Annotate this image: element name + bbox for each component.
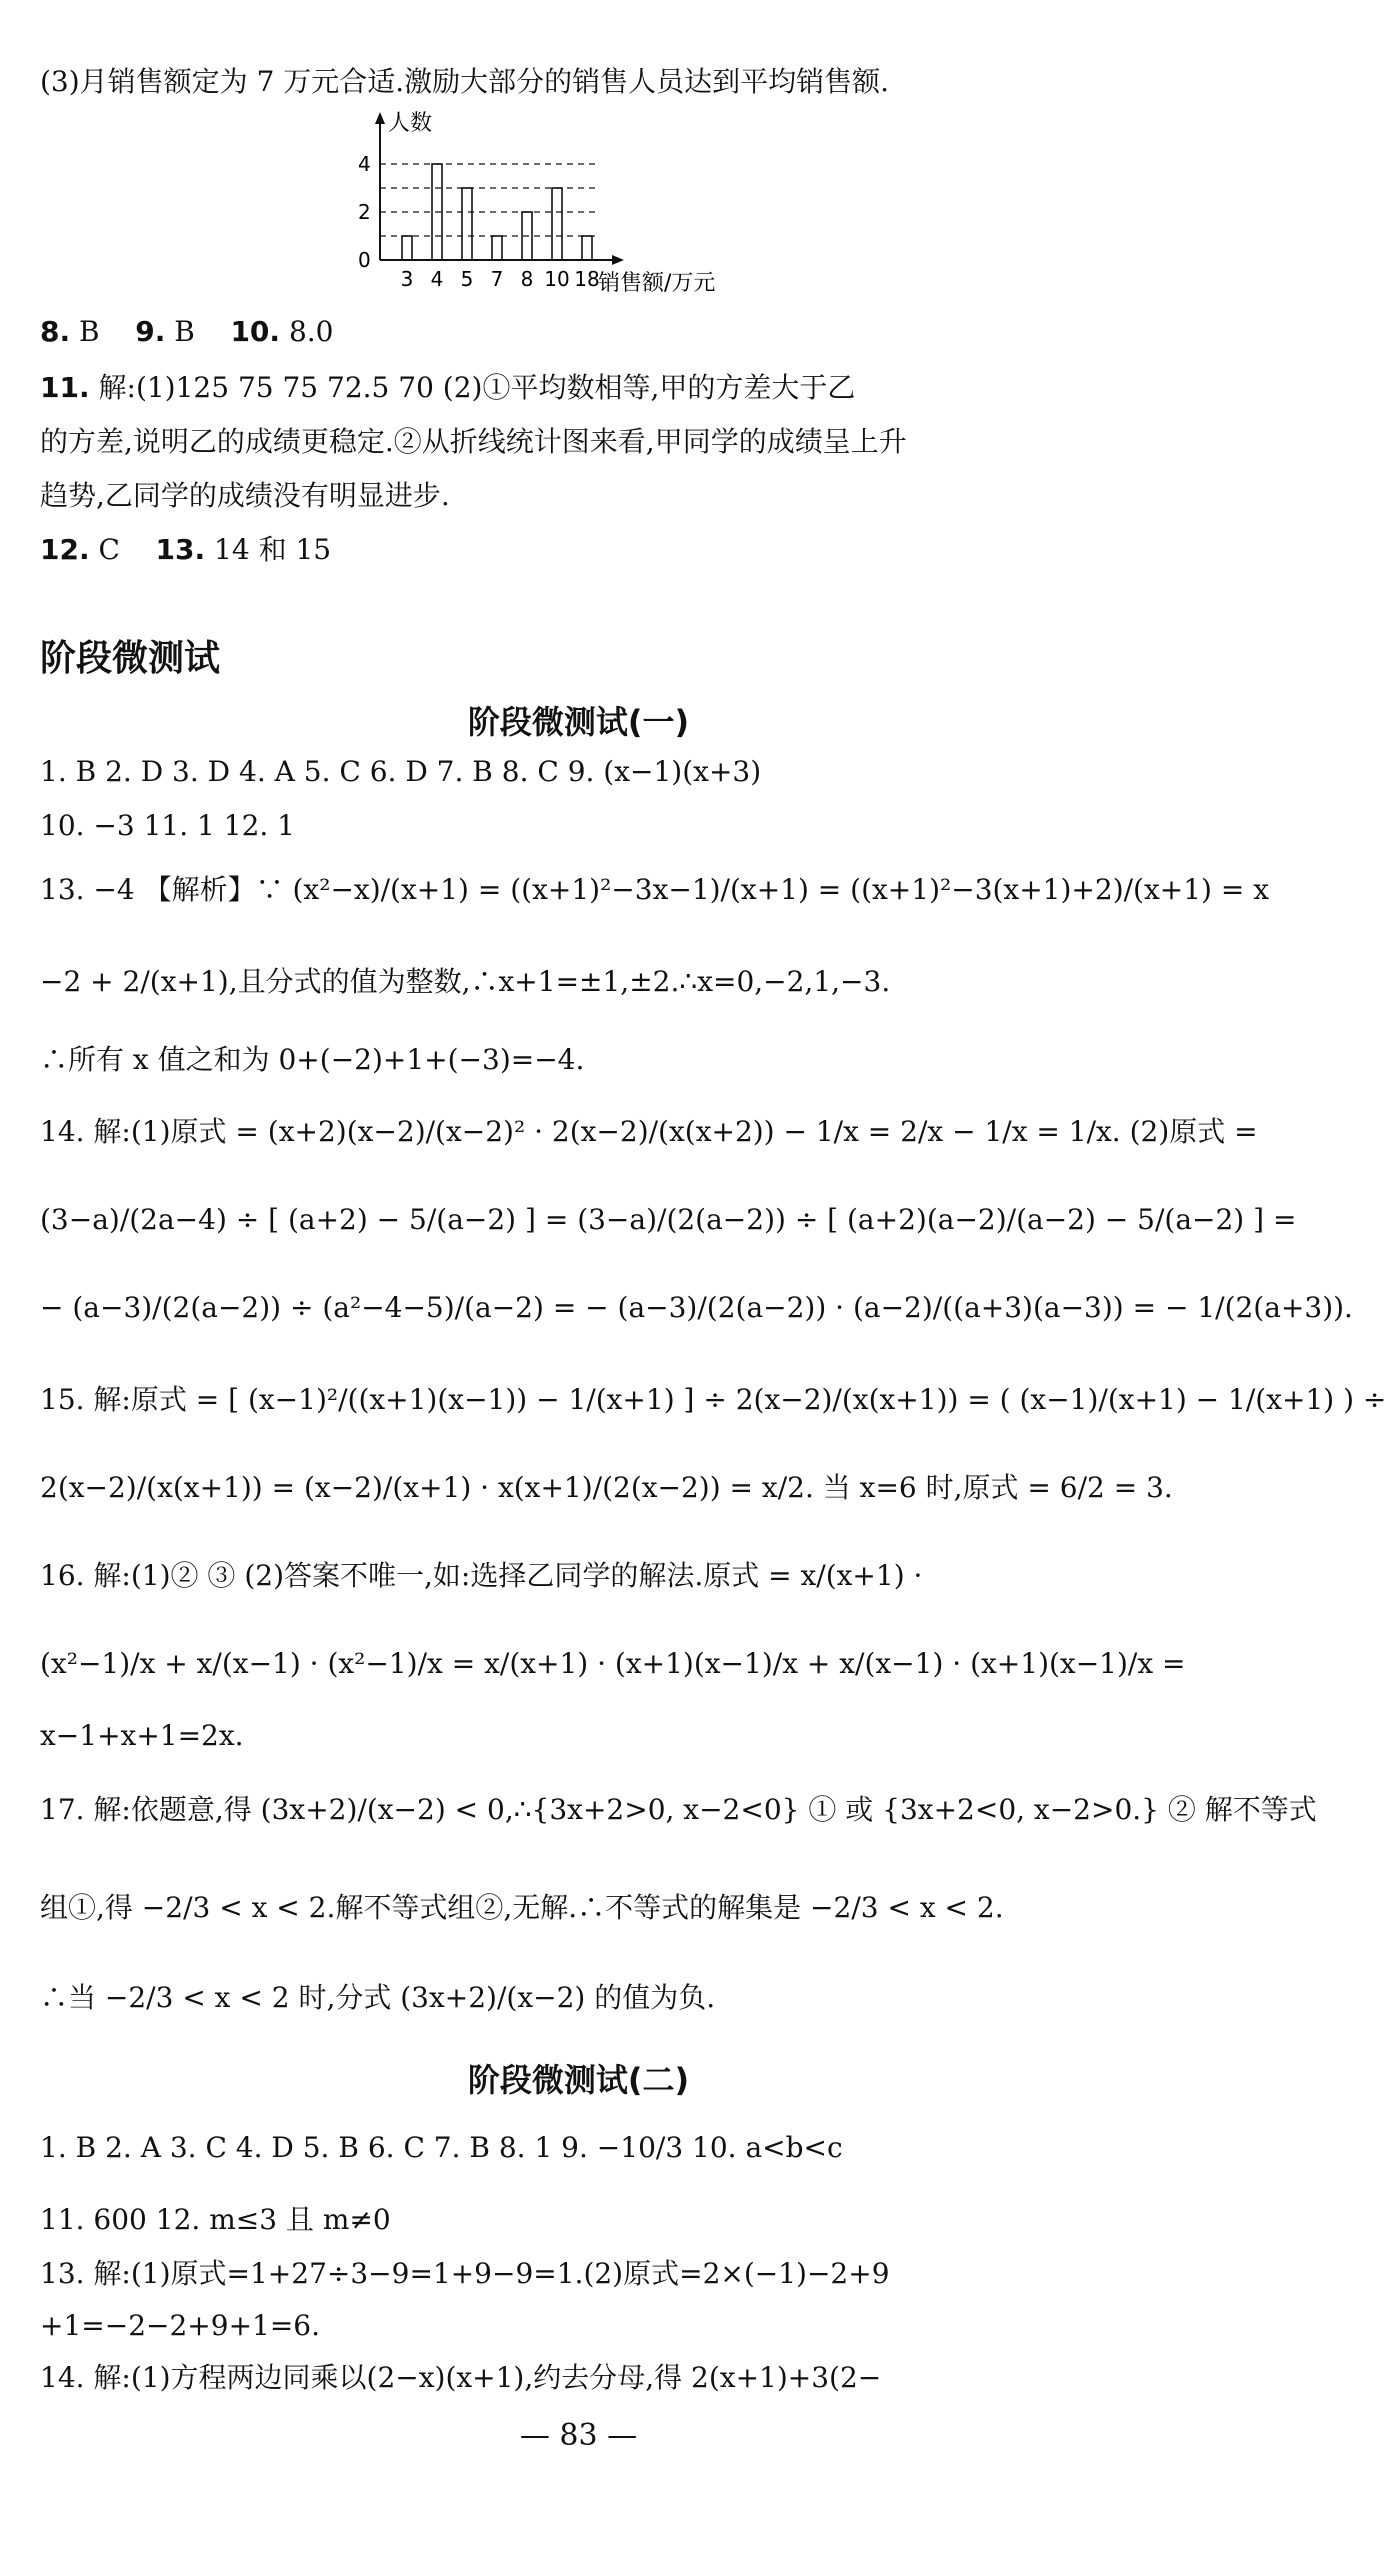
test2-fill: 11. 600 12. m≤3 且 m≠0 [40,2203,391,2236]
test1-q13-line-1: 13. −4 【解析】∵ (x²−x)/(x+1) = ((x+1)²−3x−1)/(x+1) = ((x+1)²−3(x+1)+2)/(x+1) = x [40,873,1270,906]
bar-5 [462,188,472,260]
test1-q17-line-3: ∴当 −2/3 < x < 2 时,分式 (3x+2)/(x−2) 的值为负. [40,1981,716,2014]
x-tick-label: 8 [520,267,534,291]
y-tick-label: 4 [358,152,371,176]
test1-q17-line-1: 17. 解:依题意,得 (3x+2)/(x−2) < 0,∴{3x+2>0, x−2<0} ① 或 {3x+2<0, x−2>0.} ② 解不等式 [40,1793,1317,1826]
intro-line: (3)月销售额定为 7 万元合适.激励大部分的销售人员达到平均销售额. [40,65,890,98]
q10-number: 10. [230,315,281,348]
q11-number: 11. [40,371,90,404]
x-tick-label: 7 [490,267,504,291]
test1-title: 阶段微测试(一) [467,703,690,741]
answers-8-10 [40,312,1127,352]
q11-line-1 [40,368,1127,408]
test1-q15-line-1: 15. 解:原式 = [ (x−1)²/((x+1)(x−1)) − 1/(x+1) ] ÷ 2(x−2)/(x(x+1)) = ( (x−1)/(x+1) − 1/(x+1) ) ÷ [40,1383,1386,1416]
test1-q14-line-3: − (a−3)/(2(a−2)) ÷ (a²−4−5)/(a−2) = − (a−3)/(2(a−2)) · (a−2)/((a+3)(a−3)) = − 1/(2(a+3)). [40,1291,1353,1324]
q12-number: 12. [40,533,90,566]
section-title: 阶段微测试 [40,638,221,679]
test2-mc: 1. B 2. A 3. C 4. D 5. B 6. C 7. B 8. 1 9. −10/3 10. a<b<c [40,2131,843,2164]
y-tick-label: 0 [358,248,371,272]
q9-number: 9. [135,315,166,348]
q8-answer: B [70,315,100,348]
x-axis-label: 销售额/万元 [598,271,716,296]
x-tick-label: 5 [460,267,474,291]
test1-q17-line-2: 组①,得 −2/3 < x < 2.解不等式组②,无解.∴不等式的解集是 −2/3 < x < 2. [40,1891,1004,1924]
bar-18 [582,236,592,260]
x-tick-label: 18 [574,267,600,291]
page-number: — 83 — [519,2418,638,2453]
x-tick-label: 3 [400,267,414,291]
sales-bar-chart [330,110,830,310]
test1-q16-line-3: x−1+x+1=2x. [40,1719,244,1752]
test1-q16-line-2: (x²−1)/x + x/(x−1) · (x²−1)/x = x/(x+1) · (x+1)(x−1)/x + x/(x−1) · (x+1)(x−1)/x = [40,1647,1186,1680]
q13-answer: 14 和 15 [205,533,332,566]
y-axis-label: 人数 [388,111,433,136]
q9-answer: B [165,315,195,348]
test1-q13-line-3: ∴所有 x 值之和为 0+(−2)+1+(−3)=−4. [40,1043,585,1076]
test2-title: 阶段微测试(二) [467,2061,690,2099]
bar-3 [402,236,412,260]
test1-q15-line-2: 2(x−2)/(x(x+1)) = (x−2)/(x+1) · x(x+1)/(2(x−2)) = x/2. 当 x=6 时,原式 = 6/2 = 3. [40,1471,1173,1504]
y-axis-arrow [375,112,385,124]
test2-q14-line-1: 14. 解:(1)方程两边同乘以(2−x)(x+1),约去分母,得 2(x+1)+3(2− [40,2361,882,2394]
test1-q13-line-2: −2 + 2/(x+1),且分式的值为整数,∴x+1=±1,±2.∴x=0,−2,1,−3. [40,965,891,998]
test1-q14-line-1: 14. 解:(1)原式 = (x+2)(x−2)/(x−2)² · 2(x−2)/(x(x+2)) − 1/x = 2/x − 1/x = 1/x. (2)原式 = [40,1115,1258,1148]
x-tick-label: 4 [430,267,444,291]
x-tick-label: 10 [544,267,570,291]
x-axis-arrow [612,255,624,265]
q11-text-1: 解:(1)125 75 75 72.5 70 (2)①平均数相等,甲的方差大于乙 [89,371,856,404]
answers-12-13 [40,530,1127,570]
q13-number: 13. [155,533,206,566]
q10-answer: 8.0 [280,315,334,348]
test1-q14-line-2: (3−a)/(2a−4) ÷ [ (a+2) − 5/(a−2) ] = (3−a)/(2(a−2)) ÷ [ (a+2)(a−2)/(a−2) − 5/(a−2) ] = [40,1203,1297,1236]
test2-q13-line-1: 13. 解:(1)原式=1+27÷3−9=1+9−9=1.(2)原式=2×(−1)−2+9 [40,2257,890,2290]
q11-line-2: 的方差,说明乙的成绩更稳定.②从折线统计图来看,甲同学的成绩呈上升 [40,425,907,458]
test1-fill: 10. −3 11. 1 12. 1 [40,809,295,842]
q8-number: 8. [40,315,71,348]
test1-q16-line-1: 16. 解:(1)② ③ (2)答案不唯一,如:选择乙同学的解法.原式 = x/(x+1) · [40,1559,923,1592]
test1-mc: 1. B 2. D 3. D 4. A 5. C 6. D 7. B 8. C 9. (x−1)(x+3) [40,755,762,788]
test2-q13-line-2: +1=−2−2+9+1=6. [40,2309,321,2342]
q12-answer: C [89,533,120,566]
bar-7 [492,236,502,260]
y-tick-label: 2 [358,200,371,224]
q11-line-3: 趋势,乙同学的成绩没有明显进步. [40,479,450,512]
bar-10 [552,188,562,260]
